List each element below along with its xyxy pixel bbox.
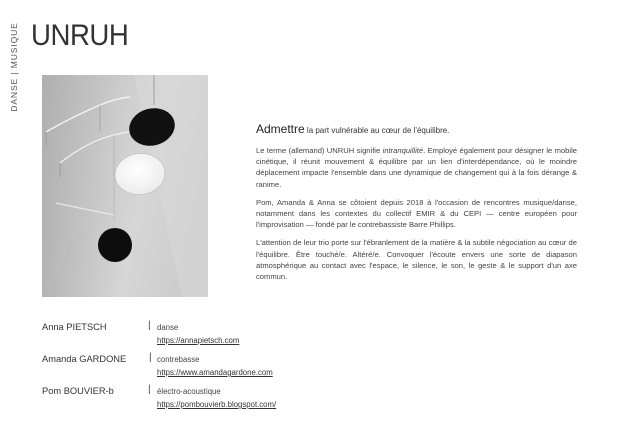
- credit-link[interactable]: https://pombouvierb.blogspot.com/: [157, 400, 277, 409]
- text-column: [256, 123, 577, 289]
- side-label-text: DANSE | MUSIQUE: [9, 22, 19, 112]
- paragraph-meaning-emphasis: intranquillité: [382, 146, 424, 155]
- side-label: [6, 18, 22, 116]
- headline-rest: la part vulnérable au cœur de l'équilibre.: [304, 126, 450, 135]
- credit-role: contrebasse: [157, 355, 200, 364]
- paragraph-attention: L'attention de leur trio porte sur l'ébranlement de la matière & la subtile négociation au cœur de l'équilibre. Être touché/e. Altéré/e. Convoquer l'écoute envers une sorte de diapason atmosphérique au contact avec l'espace, le silence, le son, le geste & le support d'un axe commun.: [256, 238, 577, 282]
- headline: [256, 123, 577, 137]
- paragraph-meaning-before: Le terme (allemand) UNRUH signifie: [256, 146, 383, 155]
- paragraph-meaning: [256, 145, 577, 190]
- headline-lead: Admettre: [256, 122, 305, 136]
- credit-separator: |: [148, 384, 151, 395]
- credit-separator: |: [149, 352, 152, 363]
- hanging-mobile-photo: [42, 75, 208, 297]
- paragraph-history: Pom, Amanda & Anna se côtoient depuis 2018 à l'occasion de rencontres musique/danse, notamment dans les contextes du collectif EMIR & du CEPI — centre européen pour l'improvisation — fondé par le contrebassiste Barre Phillips.: [256, 197, 577, 230]
- credit-name: Pom BOUVIER-b: [42, 386, 114, 396]
- page-title: UNRUH: [31, 19, 129, 52]
- credit-separator: |: [148, 320, 151, 331]
- paragraph-meaning-after: . Employé également pour désigner le mobile cinétique, il réunit mouvement & équilibre par un lien d'interdépendance, où le moindre déplacement impacte l'ensemble dans une dynamique de changement qui à la fois dérange & ranime.: [256, 146, 577, 189]
- credit-link[interactable]: https://www.amandagardone.com: [157, 368, 273, 377]
- credit-link[interactable]: https://annapietsch.com: [157, 336, 240, 345]
- credit-name: Amanda GARDONE: [42, 354, 127, 364]
- credit-role: danse: [157, 323, 179, 332]
- credit-role: électro-acoustique: [157, 387, 221, 396]
- credit-name: Anna PIETSCH: [42, 322, 107, 332]
